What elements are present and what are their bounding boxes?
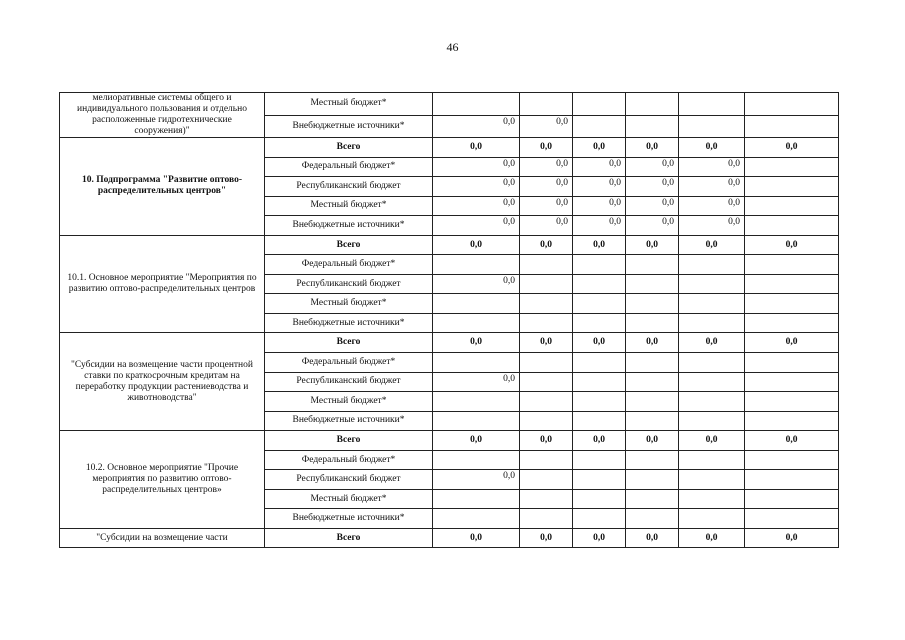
- value-cell: [745, 509, 839, 529]
- value-cell: [745, 313, 839, 333]
- measure-description: мелиоративные системы общего и индивидуального пользования и отдельно расположенные гидротехнические сооружения)": [60, 93, 265, 138]
- value-cell: 0,0: [679, 177, 745, 197]
- value-cell: 0,0: [433, 528, 520, 548]
- value-cell: [745, 411, 839, 431]
- value-cell: 0,0: [626, 235, 679, 255]
- value-cell: 0,0: [626, 138, 679, 158]
- value-cell: [573, 274, 626, 294]
- table-row: [60, 333, 839, 353]
- value-cell: 0,0: [679, 431, 745, 451]
- funding-source: Местный бюджет*: [265, 489, 433, 509]
- funding-source: Внебюджетные источники*: [265, 115, 433, 138]
- funding-source: Всего: [265, 138, 433, 158]
- funding-source: Республиканский бюджет: [265, 274, 433, 294]
- value-cell: [745, 470, 839, 490]
- value-cell: 0,0: [433, 196, 520, 216]
- value-cell: 0,0: [573, 216, 626, 236]
- funding-source: Всего: [265, 431, 433, 451]
- value-cell: [745, 157, 839, 177]
- value-cell: [573, 115, 626, 138]
- value-cell: [679, 294, 745, 314]
- value-cell: 0,0: [679, 235, 745, 255]
- value-cell: [626, 274, 679, 294]
- value-cell: 0,0: [573, 431, 626, 451]
- value-cell: 0,0: [745, 138, 839, 158]
- funding-source: Республиканский бюджет: [265, 372, 433, 392]
- value-cell: 0,0: [626, 177, 679, 197]
- table-row: [60, 528, 839, 548]
- value-cell: [626, 294, 679, 314]
- value-cell: 0,0: [745, 431, 839, 451]
- value-cell: [745, 489, 839, 509]
- value-cell: 0,0: [626, 528, 679, 548]
- value-cell: [745, 255, 839, 275]
- value-cell: [573, 93, 626, 116]
- value-cell: [520, 255, 573, 275]
- value-cell: [745, 392, 839, 412]
- value-cell: [520, 93, 573, 116]
- page-number: 46: [446, 40, 459, 54]
- value-cell: [520, 372, 573, 392]
- value-cell: [433, 450, 520, 470]
- value-cell: 0,0: [679, 528, 745, 548]
- funding-source: Внебюджетные источники*: [265, 509, 433, 529]
- value-cell: [573, 353, 626, 373]
- value-cell: 0,0: [573, 196, 626, 216]
- value-cell: 0,0: [679, 138, 745, 158]
- value-cell: 0,0: [520, 235, 573, 255]
- value-cell: [679, 509, 745, 529]
- funding-source: Внебюджетные источники*: [265, 313, 433, 333]
- value-cell: [626, 115, 679, 138]
- value-cell: [573, 294, 626, 314]
- value-cell: [679, 115, 745, 138]
- value-cell: 0,0: [679, 216, 745, 236]
- value-cell: 0,0: [573, 138, 626, 158]
- measure-description: "Субсидии на возмещение части: [60, 528, 265, 548]
- value-cell: [626, 411, 679, 431]
- value-cell: [573, 489, 626, 509]
- value-cell: [745, 115, 839, 138]
- value-cell: [573, 509, 626, 529]
- value-cell: [679, 372, 745, 392]
- value-cell: 0,0: [573, 157, 626, 177]
- value-cell: [745, 353, 839, 373]
- value-cell: 0,0: [679, 157, 745, 177]
- value-cell: [520, 450, 573, 470]
- value-cell: [626, 489, 679, 509]
- value-cell: [679, 411, 745, 431]
- measure-description: 10.2. Основное мероприятие "Прочие мероприятия по развитию оптово-распределительных центров»: [60, 431, 265, 529]
- funding-source: Местный бюджет*: [265, 93, 433, 116]
- value-cell: 0,0: [745, 333, 839, 353]
- value-cell: [573, 372, 626, 392]
- value-cell: 0,0: [433, 470, 520, 490]
- value-cell: 0,0: [433, 115, 520, 138]
- value-cell: [520, 470, 573, 490]
- value-cell: [745, 450, 839, 470]
- value-cell: [626, 392, 679, 412]
- value-cell: [679, 255, 745, 275]
- value-cell: [573, 470, 626, 490]
- value-cell: 0,0: [679, 333, 745, 353]
- value-cell: 0,0: [433, 372, 520, 392]
- value-cell: [573, 411, 626, 431]
- value-cell: [520, 353, 573, 373]
- value-cell: 0,0: [626, 216, 679, 236]
- value-cell: 0,0: [520, 157, 573, 177]
- value-cell: [745, 216, 839, 236]
- value-cell: [520, 489, 573, 509]
- table-row: [60, 431, 839, 451]
- value-cell: 0,0: [433, 333, 520, 353]
- value-cell: [520, 294, 573, 314]
- value-cell: 0,0: [520, 216, 573, 236]
- value-cell: [520, 392, 573, 412]
- value-cell: [745, 177, 839, 197]
- value-cell: [433, 255, 520, 275]
- value-cell: [626, 313, 679, 333]
- funding-source: Местный бюджет*: [265, 294, 433, 314]
- value-cell: 0,0: [626, 333, 679, 353]
- value-cell: [433, 489, 520, 509]
- value-cell: [679, 470, 745, 490]
- value-cell: [433, 392, 520, 412]
- funding-source: Местный бюджет*: [265, 392, 433, 412]
- value-cell: 0,0: [520, 177, 573, 197]
- value-cell: 0,0: [520, 333, 573, 353]
- value-cell: [679, 274, 745, 294]
- funding-source: Всего: [265, 235, 433, 255]
- value-cell: 0,0: [433, 274, 520, 294]
- value-cell: [433, 93, 520, 116]
- value-cell: [626, 353, 679, 373]
- value-cell: [433, 313, 520, 333]
- value-cell: 0,0: [573, 177, 626, 197]
- value-cell: [745, 274, 839, 294]
- value-cell: [520, 274, 573, 294]
- value-cell: 0,0: [433, 431, 520, 451]
- measure-description: 10.1. Основное мероприятие "Мероприятия по развитию оптово-распределительных центров: [60, 235, 265, 333]
- value-cell: 0,0: [573, 235, 626, 255]
- value-cell: 0,0: [626, 157, 679, 177]
- measure-description: 10. Подпрограмма "Развитие оптово-распределительных центров": [60, 138, 265, 236]
- value-cell: [745, 196, 839, 216]
- funding-source: Внебюджетные источники*: [265, 216, 433, 236]
- value-cell: 0,0: [679, 196, 745, 216]
- value-cell: [679, 450, 745, 470]
- value-cell: [679, 353, 745, 373]
- value-cell: [745, 372, 839, 392]
- value-cell: [433, 411, 520, 431]
- funding-source: Федеральный бюджет*: [265, 450, 433, 470]
- funding-source: Республиканский бюджет: [265, 177, 433, 197]
- value-cell: [626, 93, 679, 116]
- value-cell: [520, 313, 573, 333]
- table-row: [60, 138, 839, 158]
- funding-source: Внебюджетные источники*: [265, 411, 433, 431]
- value-cell: 0,0: [520, 528, 573, 548]
- value-cell: [626, 255, 679, 275]
- value-cell: 0,0: [573, 333, 626, 353]
- funding-source: Всего: [265, 528, 433, 548]
- value-cell: 0,0: [626, 196, 679, 216]
- value-cell: [745, 294, 839, 314]
- value-cell: [745, 93, 839, 116]
- value-cell: [433, 353, 520, 373]
- measure-description: "Субсидии на возмещение части процентной ставки по краткосрочным кредитам на переработку продукции растениеводства и животноводства": [60, 333, 265, 431]
- value-cell: [520, 509, 573, 529]
- funding-source: Федеральный бюджет*: [265, 353, 433, 373]
- value-cell: [520, 411, 573, 431]
- value-cell: 0,0: [433, 138, 520, 158]
- value-cell: [433, 509, 520, 529]
- value-cell: [573, 255, 626, 275]
- value-cell: [573, 450, 626, 470]
- value-cell: 0,0: [433, 177, 520, 197]
- table-row: [60, 93, 839, 116]
- value-cell: 0,0: [520, 115, 573, 138]
- value-cell: [626, 372, 679, 392]
- funding-source: Федеральный бюджет*: [265, 157, 433, 177]
- value-cell: 0,0: [520, 196, 573, 216]
- funding-source: Республиканский бюджет: [265, 470, 433, 490]
- value-cell: 0,0: [745, 528, 839, 548]
- value-cell: 0,0: [573, 528, 626, 548]
- value-cell: [679, 93, 745, 116]
- value-cell: 0,0: [626, 431, 679, 451]
- value-cell: [573, 313, 626, 333]
- value-cell: [626, 450, 679, 470]
- value-cell: 0,0: [520, 431, 573, 451]
- funding-source: Местный бюджет*: [265, 196, 433, 216]
- value-cell: 0,0: [433, 216, 520, 236]
- value-cell: 0,0: [520, 138, 573, 158]
- value-cell: 0,0: [433, 157, 520, 177]
- value-cell: [626, 509, 679, 529]
- table-row: [60, 235, 839, 255]
- value-cell: [573, 392, 626, 412]
- budget-table: [59, 92, 839, 548]
- funding-source: Всего: [265, 333, 433, 353]
- value-cell: [433, 294, 520, 314]
- value-cell: 0,0: [745, 235, 839, 255]
- value-cell: [626, 470, 679, 490]
- value-cell: [679, 313, 745, 333]
- funding-source: Федеральный бюджет*: [265, 255, 433, 275]
- value-cell: [679, 489, 745, 509]
- value-cell: [679, 392, 745, 412]
- value-cell: 0,0: [433, 235, 520, 255]
